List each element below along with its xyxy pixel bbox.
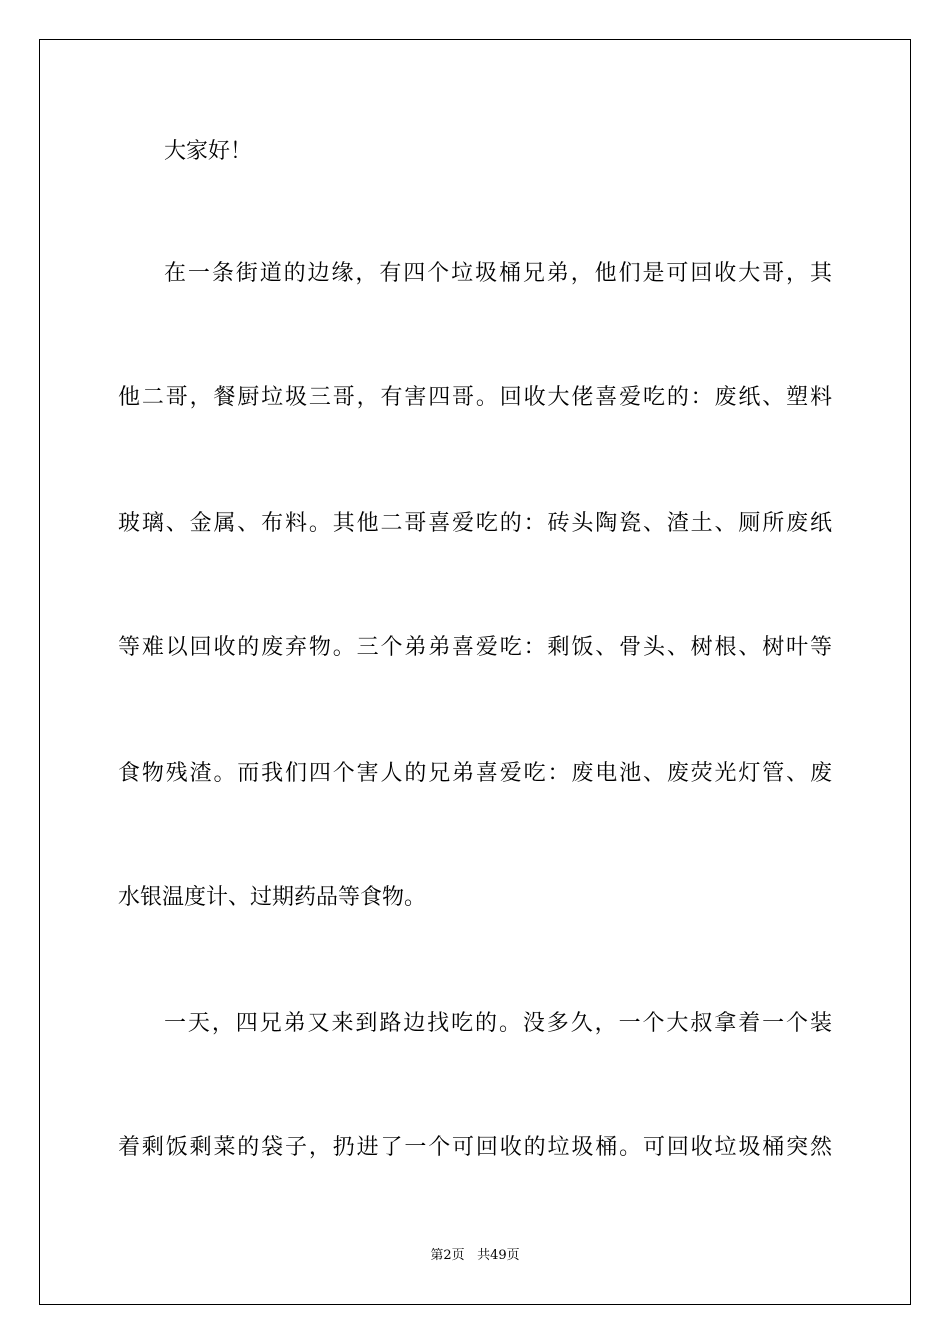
text-line: 水银温度计、过期药品等食物。 xyxy=(118,885,427,910)
text-line: 一天，四兄弟又来到路边找吃的。没多久，一个大叔拿着一个装 xyxy=(164,1011,832,1036)
greeting-line: 大家好！ xyxy=(164,139,253,164)
page-number: 第2页 xyxy=(430,1248,465,1263)
text-line: 着剩饭剩菜的袋子，扔进了一个可回收的垃圾桶。可回收垃圾桶突然 xyxy=(118,1135,832,1160)
text-line: 他二哥，餐厨垃圾三哥，有害四哥。回收大佬喜爱吃的：废纸、塑料 xyxy=(118,385,832,410)
page-footer xyxy=(0,1246,950,1266)
page-border xyxy=(39,39,911,1305)
text-line: 玻璃、金属、布料。其他二哥喜爱吃的：砖头陶瓷、渣土、厕所废纸 xyxy=(118,511,832,536)
text-line: 在一条街道的边缘，有四个垃圾桶兄弟，他们是可回收大哥，其 xyxy=(164,261,832,286)
text-line: 等难以回收的废弃物。三个弟弟喜爱吃：剩饭、骨头、树根、树叶等 xyxy=(118,635,832,660)
total-pages: 共49页 xyxy=(477,1248,520,1263)
text-line: 食物残渣。而我们四个害人的兄弟喜爱吃：废电池、废荧光灯管、废 xyxy=(118,761,832,786)
